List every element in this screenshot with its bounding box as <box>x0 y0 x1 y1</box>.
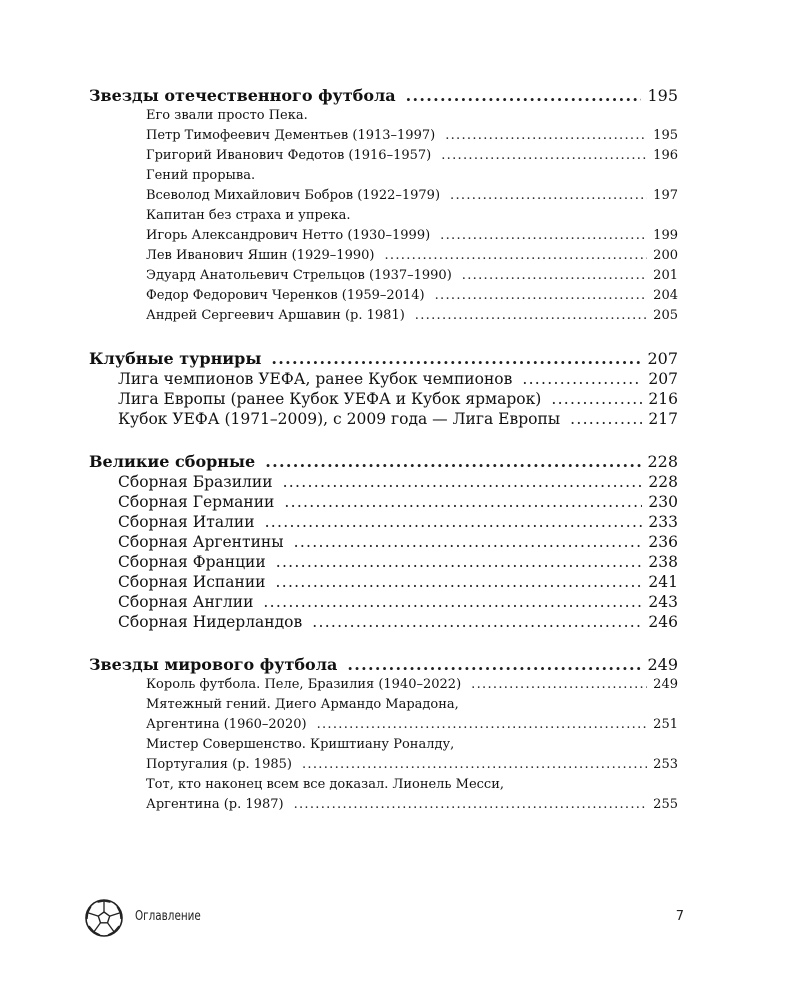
dot-leader <box>302 755 647 775</box>
toc-item-title: Мятежный гений. Диего Армандо Марадона, <box>146 697 459 712</box>
toc-item-title: Григорий Иванович Федотов (1916–1957) <box>146 148 432 163</box>
toc-item[interactable] <box>118 409 678 429</box>
toc-item-page-number: 246 <box>648 613 678 631</box>
toc-item[interactable] <box>146 226 678 246</box>
toc-item-page-number: 233 <box>648 513 678 531</box>
toc-item[interactable] <box>118 572 678 592</box>
dot-leader <box>294 532 643 552</box>
section-page-number: 228 <box>647 452 678 471</box>
section-title: Великие сборные <box>89 452 256 471</box>
toc-item-page-number: 251 <box>653 717 678 732</box>
toc-item-page-number: 199 <box>653 228 678 243</box>
toc-item-page-number: 197 <box>653 188 678 203</box>
section-heading[interactable] <box>89 655 678 675</box>
toc-item-title: Аргентина (1960–2020) <box>146 717 307 732</box>
toc-item-title: Португалия (р. 1985) <box>146 757 292 772</box>
dot-leader <box>283 472 643 492</box>
page-number: 7 <box>675 909 684 924</box>
dot-leader <box>551 389 642 409</box>
toc-item-title: Федор Федорович Черенков (1959–2014) <box>146 288 425 303</box>
toc-item-title: Мистер Совершенство. Криштиану Роналду, <box>146 737 455 752</box>
dot-leader <box>276 552 643 572</box>
toc-item-page-number: 238 <box>648 553 678 571</box>
dot-leader <box>263 592 642 612</box>
dot-leader <box>570 409 642 429</box>
toc-item-title: Сборная Италии <box>118 513 255 531</box>
toc-item-page-number: 204 <box>653 288 678 303</box>
toc-item-title: Сборная Бразилии <box>118 473 273 491</box>
toc-item[interactable] <box>146 695 678 715</box>
toc-item-page-number: 236 <box>648 533 678 551</box>
toc-item-page-number: 217 <box>648 410 678 428</box>
toc-item[interactable] <box>118 369 678 389</box>
toc-item[interactable] <box>146 306 678 326</box>
toc-item[interactable] <box>146 246 678 266</box>
dot-leader <box>471 675 647 695</box>
toc-item-title: Всеволод Михайлович Бобров (1922–1979) <box>146 188 441 203</box>
toc-item-page-number: 201 <box>653 268 678 283</box>
toc-item-title: Лига Европы (ранее Кубок УЕФА и Кубок ярмарок) <box>118 390 542 408</box>
toc-item-title: Лига чемпионов УЕФА, ранее Кубок чемпионов <box>118 370 513 388</box>
dot-leader <box>406 86 642 106</box>
toc-item-title: Король футбола. Пеле, Бразилия (1940–2022) <box>146 677 462 692</box>
toc-item[interactable] <box>146 166 678 186</box>
toc-item-page-number: 200 <box>653 248 678 263</box>
toc-item-page-number: 249 <box>653 677 678 692</box>
toc-item-page-number: 228 <box>648 473 678 491</box>
toc-item[interactable] <box>118 552 678 572</box>
toc-item[interactable] <box>118 612 678 632</box>
page-footer <box>84 898 684 938</box>
dot-leader <box>522 369 642 389</box>
running-footer-title: Оглавление <box>135 909 201 924</box>
toc-item-title: Сборная Германии <box>118 493 275 511</box>
dot-leader <box>347 655 641 675</box>
toc-item[interactable] <box>146 735 678 755</box>
toc-item[interactable] <box>118 472 678 492</box>
toc-item[interactable] <box>146 206 678 226</box>
toc-item-page-number: 243 <box>648 593 678 611</box>
toc-item-title: Сборная Аргентины <box>118 533 284 551</box>
toc-item-title: Тот, кто наконец всем все доказал. Лионель Месси, <box>146 777 505 792</box>
toc-item-page-number: 195 <box>653 128 678 143</box>
toc-item-page-number: 216 <box>648 390 678 408</box>
toc-item-page-number: 253 <box>653 757 678 772</box>
section-page-number: 195 <box>647 86 678 105</box>
section-page-number: 207 <box>647 349 678 368</box>
toc-section-domestic-stars <box>89 86 678 326</box>
toc-item[interactable] <box>146 715 678 735</box>
toc-item-page-number: 255 <box>653 797 678 812</box>
toc-item-title: Андрей Сергеевич Аршавин (р. 1981) <box>146 308 405 323</box>
toc-item-title: Лев Иванович Яшин (1929–1990) <box>146 248 375 263</box>
section-page-number: 249 <box>647 655 678 674</box>
toc-item-title: Игорь Александрович Нетто (1930–1999) <box>146 228 431 243</box>
dot-leader <box>271 349 641 369</box>
table-of-contents <box>89 86 678 838</box>
toc-item-title: Сборная Испании <box>118 573 266 591</box>
toc-item-title: Сборная Франции <box>118 553 266 571</box>
toc-item-title: Кубок УЕФА (1971–2009), с 2009 года — Лига Европы <box>118 410 561 428</box>
toc-item[interactable] <box>146 795 678 815</box>
toc-item[interactable] <box>146 675 678 695</box>
dot-leader <box>384 246 647 266</box>
toc-item[interactable] <box>118 512 678 532</box>
toc-item[interactable] <box>118 492 678 512</box>
dot-leader <box>435 286 648 306</box>
section-title: Звезды мирового футбола <box>89 655 338 674</box>
toc-item-title: Его звали просто Пека. <box>146 108 308 123</box>
toc-item-page-number: 205 <box>653 308 678 323</box>
toc-item[interactable] <box>146 286 678 306</box>
dot-leader <box>441 146 647 166</box>
dot-leader <box>294 795 648 815</box>
toc-section-world-stars <box>89 655 678 815</box>
dot-leader <box>312 612 642 632</box>
toc-item-page-number: 207 <box>648 370 678 388</box>
toc-item-page-number: 230 <box>648 493 678 511</box>
toc-item-page-number: 196 <box>653 148 678 163</box>
toc-item-title: Гений прорыва. <box>146 168 256 183</box>
dot-leader <box>450 186 647 206</box>
toc-item[interactable] <box>146 186 678 206</box>
dot-leader <box>284 492 642 512</box>
toc-item[interactable] <box>146 775 678 795</box>
toc-item[interactable] <box>118 389 678 409</box>
toc-item-title: Петр Тимофеевич Дементьев (1913–1997) <box>146 128 436 143</box>
toc-item-title: Аргентина (р. 1987) <box>146 797 284 812</box>
toc-item-title: Сборная Англии <box>118 593 254 611</box>
dot-leader <box>445 126 647 146</box>
dot-leader <box>440 226 647 246</box>
toc-section-great-national-teams <box>89 452 678 632</box>
toc-item[interactable] <box>118 532 678 552</box>
section-heading[interactable] <box>89 86 678 106</box>
toc-item-title: Сборная Нидерландов <box>118 613 303 631</box>
dot-leader <box>276 572 643 592</box>
toc-section-club-tournaments <box>89 349 678 429</box>
toc-item-page-number: 241 <box>648 573 678 591</box>
soccer-ball-icon <box>84 898 124 938</box>
dot-leader <box>265 452 641 472</box>
section-title: Звезды отечественного футбола <box>89 86 396 105</box>
toc-item[interactable] <box>118 592 678 612</box>
toc-item-title: Эдуард Анатольевич Стрельцов (1937–1990) <box>146 268 452 283</box>
toc-item[interactable] <box>146 755 678 775</box>
dot-leader <box>317 715 648 735</box>
section-title: Клубные турниры <box>89 349 262 368</box>
section-heading[interactable] <box>89 452 678 472</box>
toc-item[interactable] <box>146 126 678 146</box>
dot-leader <box>265 512 643 532</box>
dot-leader <box>462 266 647 286</box>
section-heading[interactable] <box>89 349 678 369</box>
dot-leader <box>415 306 647 326</box>
toc-item[interactable] <box>146 266 678 286</box>
toc-item[interactable] <box>146 146 678 166</box>
toc-item-title: Капитан без страха и упрека. <box>146 208 351 223</box>
toc-item[interactable] <box>146 106 678 126</box>
